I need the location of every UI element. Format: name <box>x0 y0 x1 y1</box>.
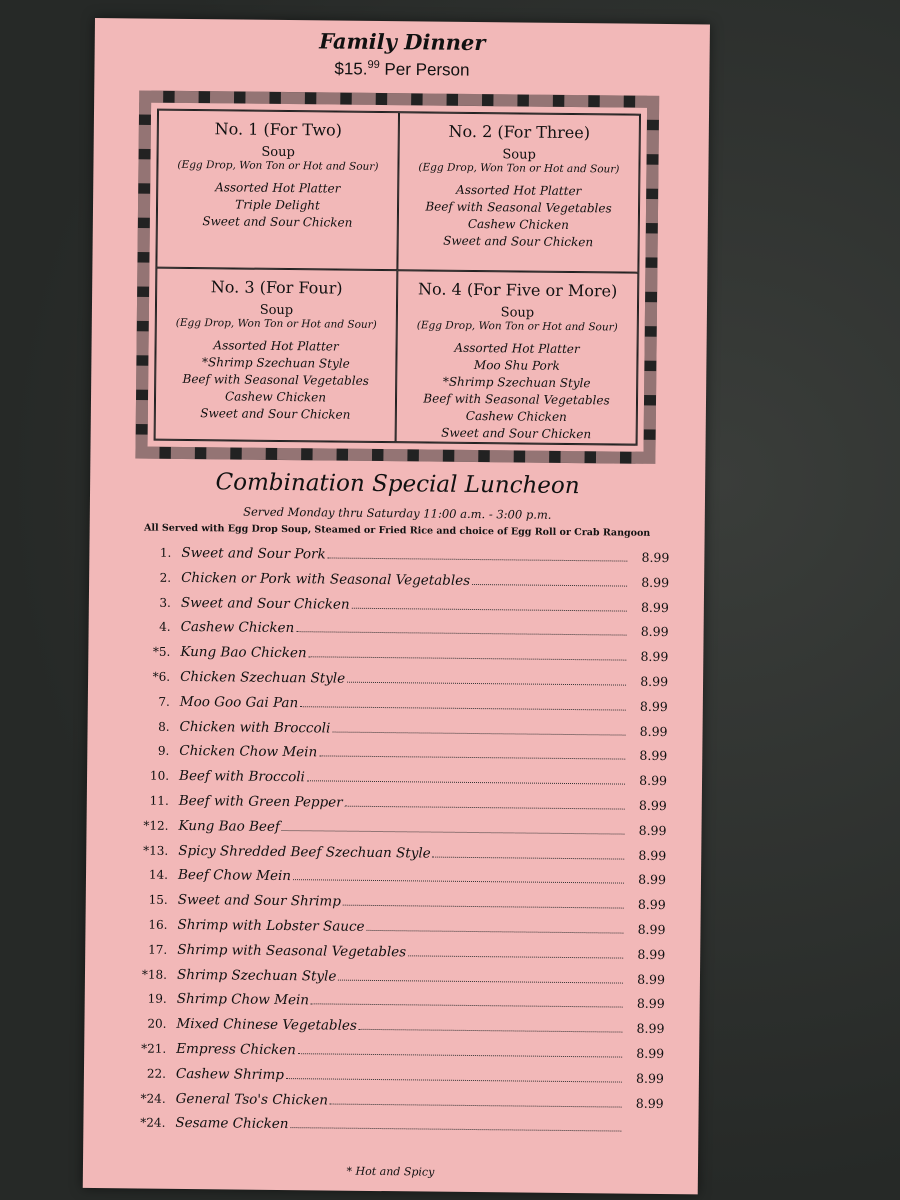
dinner-item: Sweet and Sour Chicken <box>441 425 592 442</box>
item-name: Sweet and Sour Pork <box>181 544 326 563</box>
item-number: *12. <box>143 818 169 833</box>
item-number: 14. <box>148 867 169 883</box>
item-name: Beef with Green Pepper <box>178 792 343 811</box>
item-price: 8.99 <box>641 549 670 566</box>
item-number: *18. <box>141 967 168 982</box>
dinner-item: Beef with Seasonal Vegetables <box>425 199 612 216</box>
leader-dots <box>367 930 624 934</box>
dinner-soup: Soup <box>259 302 294 319</box>
dinner-item: Cashew Chicken <box>465 408 567 424</box>
item-price: 8.99 <box>637 946 666 962</box>
item-price: 8.99 <box>636 1020 665 1037</box>
dinner-no2 <box>397 112 640 273</box>
menu-item <box>123 1115 663 1145</box>
leader-dots <box>472 584 627 587</box>
dinner-no3 <box>155 268 398 443</box>
item-name: Chicken Szechuan Style <box>180 668 346 687</box>
leader-dots <box>319 756 625 760</box>
dinner-soup-options: (Egg Drop, Won Ton or Hot and Sour) <box>418 161 620 176</box>
item-name: Chicken Chow Mein <box>179 743 318 761</box>
item-price: 8.99 <box>635 1095 664 1111</box>
dinner-no4 <box>396 270 639 445</box>
leader-dots <box>282 830 625 835</box>
item-name: Mixed Chinese Vegetables <box>176 1016 357 1034</box>
dinner-item: Assorted Hot Platter <box>456 182 582 199</box>
item-name: Beef Chow Mein <box>177 867 292 885</box>
leader-dots <box>332 731 625 735</box>
item-price: 8.99 <box>636 1045 665 1061</box>
item-name: Kung Bao Beef <box>178 817 281 835</box>
item-number: 8. <box>158 719 170 734</box>
price-dollars: $15. <box>334 59 368 79</box>
dinner-item: Sweet and Sour Chicken <box>443 233 594 250</box>
item-number: 1. <box>159 545 172 560</box>
item-number: *13. <box>143 843 169 858</box>
item-price: 8.99 <box>640 599 669 615</box>
item-price: 8.99 <box>640 673 669 690</box>
item-number: 10. <box>149 768 170 783</box>
leader-dots <box>359 1029 623 1033</box>
item-name: Chicken or Pork with Seasonal Vegetables <box>181 569 471 589</box>
dinner-title: No. 3 (For Four) <box>210 277 343 298</box>
dinner-title: No. 4 (For Five or More) <box>417 279 618 301</box>
served-hours: Served Monday thru Saturday 11:00 a.m. - 3:00 p.m. <box>243 504 552 522</box>
item-price: 8.99 <box>638 797 667 813</box>
leader-dots <box>408 955 623 958</box>
item-price: 8.99 <box>637 971 666 987</box>
item-number: *6. <box>152 669 171 684</box>
item-price: 8.99 <box>639 772 668 789</box>
price-suffix: Per Person <box>379 59 470 80</box>
combination-list <box>123 544 669 1145</box>
item-price: 8.99 <box>640 624 669 640</box>
family-dinner-title: Family Dinner <box>319 28 486 56</box>
item-number: 16. <box>148 917 168 932</box>
dinner-item: Cashew Chicken <box>224 389 327 405</box>
leader-dots <box>290 1127 621 1131</box>
item-price: 8.99 <box>638 847 667 863</box>
dinner-soup-options: (Egg Drop, Won Ton or Hot and Sour) <box>416 319 618 334</box>
item-number: 20. <box>147 1016 167 1031</box>
dinner-soup: Soup <box>500 305 535 321</box>
item-number: *21. <box>141 1041 167 1056</box>
leader-dots <box>343 905 624 909</box>
item-name: Chicken with Broccoli <box>179 718 331 737</box>
item-price: 8.99 <box>640 648 669 665</box>
leader-dots <box>300 706 626 710</box>
dinner-soup-options: (Egg Drop, Won Ton or Hot and Sour) <box>175 316 377 331</box>
dinner-item: Triple Delight <box>235 197 320 213</box>
item-number: 11. <box>149 793 169 808</box>
item-name: Shrimp Szechuan Style <box>176 966 337 985</box>
dinner-item: Assorted Hot Platter <box>213 338 339 354</box>
item-price: 8.99 <box>641 574 670 590</box>
item-number: 9. <box>157 744 170 759</box>
item-name: Cashew Shrimp <box>175 1065 285 1083</box>
item-price: 8.99 <box>636 996 665 1012</box>
item-name: Shrimp with Lobster Sauce <box>177 916 365 935</box>
item-price: 8.99 <box>636 1070 665 1086</box>
item-name: Sesame Chicken <box>175 1115 289 1133</box>
price-cents: 99 <box>367 58 380 71</box>
item-number: 4. <box>159 620 171 635</box>
dinner-soup: Soup <box>261 144 295 161</box>
dinner-item: Assorted Hot Platter <box>215 180 341 196</box>
family-dinner-grid <box>154 109 641 446</box>
item-number: 22. <box>146 1066 167 1081</box>
family-dinner-price <box>94 56 709 83</box>
dinner-item: Cashew Chicken <box>467 216 569 232</box>
dinner-soup: Soup <box>502 147 536 163</box>
item-name: Cashew Chicken <box>180 619 295 637</box>
leader-dots <box>286 1078 622 1083</box>
celtic-border-frame <box>135 90 659 463</box>
leader-dots <box>307 780 625 784</box>
item-number: *5. <box>152 644 171 660</box>
dinner-item: *Shrimp Szechuan Style <box>442 374 591 391</box>
item-number: 19. <box>147 991 167 1007</box>
dinner-item: *Shrimp Szechuan Style <box>201 355 350 371</box>
dinner-title: No. 1 (For Two) <box>214 119 343 140</box>
dinner-soup-options: (Egg Drop, Won Ton or Hot and Sour) <box>177 158 379 173</box>
dinner-item: Beef with Seasonal Vegetables <box>423 391 610 408</box>
combination-title: Combination Special Luncheon <box>215 469 580 500</box>
item-name: Spicy Shredded Beef Szechuan Style <box>178 842 431 862</box>
item-number: 2. <box>159 570 172 585</box>
item-name: Kung Bao Chicken <box>180 644 307 662</box>
item-price: 8.99 <box>639 698 668 714</box>
leader-dots <box>293 879 624 883</box>
item-price: 8.99 <box>638 872 667 888</box>
item-price: 8.99 <box>637 896 666 913</box>
item-number: 7. <box>158 694 170 709</box>
leader-dots <box>338 979 623 983</box>
menu-page <box>83 18 710 1194</box>
dinner-item: Beef with Seasonal Vegetables <box>182 371 369 388</box>
item-name: General Tso's Chicken <box>175 1090 329 1109</box>
item-name: Shrimp Chow Mein <box>176 991 310 1009</box>
item-price: 8.99 <box>637 921 666 937</box>
hot-and-spicy-note: * Hot and Spicy <box>346 1164 435 1179</box>
item-name: Empress Chicken <box>176 1040 296 1059</box>
dinner-title: No. 2 (For Three) <box>448 121 591 143</box>
leader-dots <box>298 1053 622 1057</box>
item-number: 15. <box>148 892 168 907</box>
leader-dots <box>330 1103 622 1107</box>
item-price: 8.99 <box>639 723 668 739</box>
leader-dots <box>347 682 626 686</box>
item-name: Beef with Broccoli <box>178 768 306 786</box>
item-name: Moo Goo Gai Pan <box>179 693 299 711</box>
item-name: Sweet and Sour Shrimp <box>177 892 341 910</box>
item-name: Shrimp with Seasonal Vegetables <box>177 941 407 961</box>
dinner-item: Moo Shu Pork <box>473 357 560 373</box>
item-number: 17. <box>148 942 168 957</box>
leader-dots <box>309 656 627 660</box>
dinner-item: Sweet and Sour Chicken <box>202 214 353 230</box>
item-number: *24. <box>140 1091 166 1106</box>
leader-dots <box>296 632 626 636</box>
item-price: 8.99 <box>639 748 668 764</box>
leader-dots <box>311 1004 623 1008</box>
served-with-note: All Served with Egg Drop Soup, Steamed or Fried Rice and choice of Egg Roll or Crab Rangoon <box>143 522 651 539</box>
dinner-no1 <box>156 110 399 271</box>
leader-dots <box>328 557 628 561</box>
dinner-item: Sweet and Sour Chicken <box>200 406 351 422</box>
item-number: 3. <box>159 595 171 610</box>
leader-dots <box>352 607 627 611</box>
leader-dots <box>345 806 625 810</box>
leader-dots <box>433 856 625 859</box>
item-name: Sweet and Sour Chicken <box>180 594 350 613</box>
item-price: 8.99 <box>638 822 667 838</box>
item-number: *24. <box>140 1115 166 1131</box>
dinner-item: Assorted Hot Platter <box>454 340 580 357</box>
